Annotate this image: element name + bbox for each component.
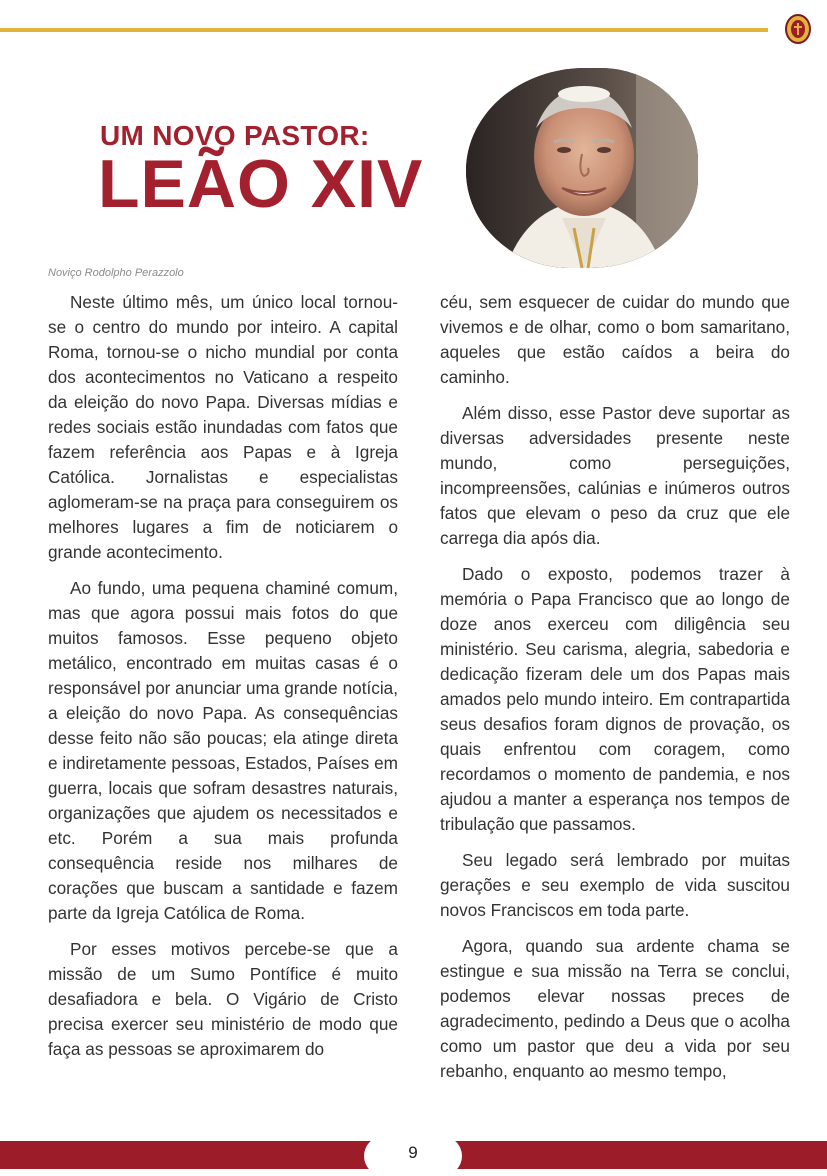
paragraph: Dado o exposto, podemos trazer à memória o Papa Francisco que ao longo de doze anos exerceu com diligência seu ministério. Seu carisma, alegria, sabedoria e dedicação fizeram dele um dos Papas mais amados pelo mundo inteiro. Em contrapartida seus desafios foram dignos de provação, os quais enfrentou com coragem, como recordamos o momento de pandemia, e nos ajudou a manter a esperança nos tempos de tribulação que passamos. <box>440 564 790 834</box>
paragraph: Neste último mês, um único local tornou-se o centro do mundo por inteiro. A capital Roma, tornou-se o nicho mundial por conta dos acontecimentos no Vaticano a respeito da eleição do novo Papa. Diversas mídias e redes sociais estão inundadas com fatos que fazem referência aos Papas e à Igreja Católica. Jornalistas e especialistas aglomeram-se na praça para conseguirem os melhores lugares a fim de noticiarem o grande acontecimento. <box>48 292 398 562</box>
page-number: 9 <box>408 1143 418 1162</box>
paragraph: Agora, quando sua ardente chama se estingue e sua missão na Terra se conclui, podemos elevar nossas preces de agradecimento, pedindo a Deus que o acolha como um pastor que deu a vida por seu rebanho, enquanto ao mesmo tempo, <box>440 936 790 1081</box>
pope-portrait-image <box>466 68 698 268</box>
top-gold-rule <box>0 28 768 32</box>
right-text-column <box>440 290 790 1095</box>
article-title: LEÃO XIV <box>98 146 424 222</box>
article-kicker: UM NOVO PASTOR: <box>100 120 370 151</box>
left-text-column <box>48 290 398 1073</box>
seminary-emblem-icon <box>785 14 811 44</box>
author-byline: Noviço Rodolpho Perazzolo <box>48 267 184 279</box>
paragraph: Por esses motivos percebe-se que a missão de um Sumo Pontífice é muito desafiadora e bela. O Vigário de Cristo precisa exercer seu ministério de modo que faça as pessoas se aproximarem do <box>48 939 398 1059</box>
paragraph: céu, sem esquecer de cuidar do mundo que vivemos e de olhar, como o bom samaritano, aqueles que estão caídos a beira do caminho. <box>440 292 790 387</box>
paragraph: Ao fundo, uma pequena chaminé comum, mas que agora possui mais fotos do que muitos famosos. Esse pequeno objeto metálico, encontrado em muitas casas é o responsável por anunciar uma grande notícia, a eleição do novo Papa. As consequências desse feito não são poucas; ela atinge direta e indiretamente pessoas, Estados, Países em guerra, locais que sofram desastres naturais, organizações que ajudem os necessitados e etc. Porém a sua mais profunda consequência reside nos milhares de corações que buscam a santidade e fazem parte da Igreja Católica de Roma. <box>48 578 398 923</box>
paragraph: Seu legado será lembrado por muitas gerações e seu exemplo de vida suscitou novos Franciscos em toda parte. <box>440 850 790 920</box>
paragraph: Além disso, esse Pastor deve suportar as diversas adversidades presente neste mundo, como perseguições, incompreensões, calúnias e inúmeros outros fatos que elevam o peso da cruz que ele carrega dia após dia. <box>440 403 790 548</box>
